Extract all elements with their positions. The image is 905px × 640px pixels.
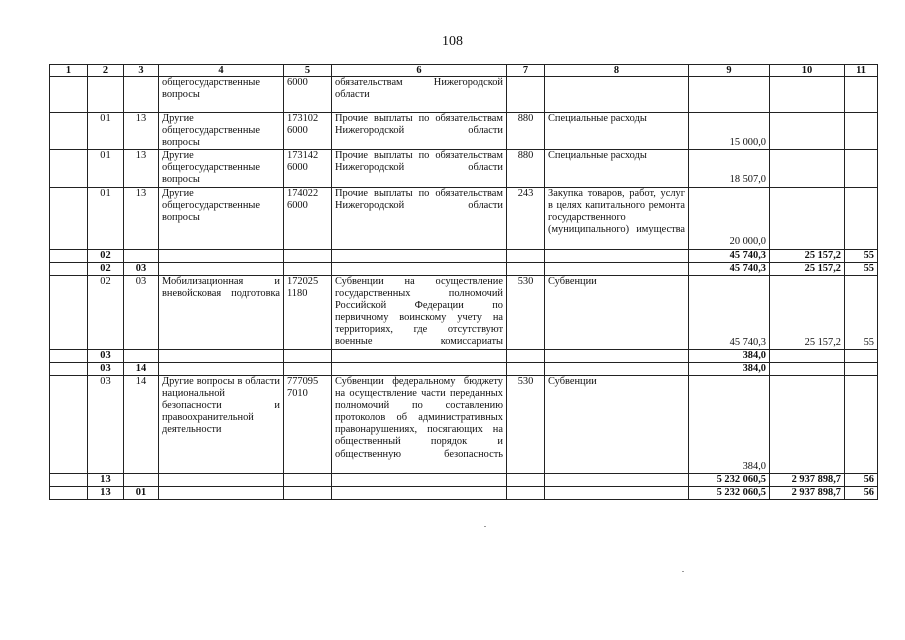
cell-percent: [845, 349, 878, 362]
table-row: [50, 113, 878, 150]
cell-percent: [845, 375, 878, 473]
cell-target-name: [332, 349, 507, 362]
cell-amount: 384,0: [689, 375, 770, 473]
cell-section-name: общегосударственные вопросы: [159, 77, 284, 113]
cell-expense-name: [545, 487, 689, 500]
cell-section-name: Другие вопросы в области национальной безопасности и правоохранительной деятельности: [159, 375, 284, 473]
cell-subsection: [124, 77, 159, 113]
scan-speck: [682, 571, 684, 572]
cell-subsection: 13: [124, 150, 159, 187]
cell-amount: 18 507,0: [689, 150, 770, 187]
table-row: [50, 375, 878, 473]
cell-percent: [845, 187, 878, 249]
cell-executed: 25 157,2: [770, 275, 845, 349]
cell-1: [50, 349, 88, 362]
cell-executed: [770, 375, 845, 473]
cell-section: 02: [88, 249, 124, 262]
cell-section-name: [159, 262, 284, 275]
cell-expense-type: 880: [507, 150, 545, 187]
cell-section-name: [159, 249, 284, 262]
cell-expense-name: [545, 262, 689, 275]
cell-1: [50, 262, 88, 275]
cell-amount: 5 232 060,5: [689, 473, 770, 486]
subtotal-row: [50, 487, 878, 500]
cell-target-name: [332, 473, 507, 486]
cell-percent: 55: [845, 249, 878, 262]
cell-executed: 2 937 898,7: [770, 473, 845, 486]
cell-section: 13: [88, 473, 124, 486]
cell-target-code: [284, 362, 332, 375]
cell-executed: 25 157,2: [770, 262, 845, 275]
cell-section: 03: [88, 362, 124, 375]
header-row: [50, 65, 878, 77]
cell-1: [50, 113, 88, 150]
cell-subsection: 14: [124, 362, 159, 375]
cell-1: [50, 473, 88, 486]
cell-section-name: Другие общегосударственные вопросы: [159, 113, 284, 150]
cell-target-name: [332, 487, 507, 500]
cell-executed: [770, 187, 845, 249]
cell-expense-type: [507, 473, 545, 486]
cell-percent: 56: [845, 473, 878, 486]
cell-expense-name: [545, 473, 689, 486]
cell-expense-type: [507, 262, 545, 275]
cell-section-name: [159, 487, 284, 500]
cell-target-code: 174022 6000: [284, 187, 332, 249]
cell-subsection: 13: [124, 113, 159, 150]
cell-executed: 2 937 898,7: [770, 487, 845, 500]
cell-section: 01: [88, 187, 124, 249]
cell-1: [50, 187, 88, 249]
cell-target-name: Прочие выплаты по обязательствам Нижегородской области: [332, 150, 507, 187]
budget-table: [49, 64, 878, 500]
subtotal-row: [50, 473, 878, 486]
cell-amount: 45 740,3: [689, 249, 770, 262]
cell-target-code: 173102 6000: [284, 113, 332, 150]
header-cell: 8: [545, 65, 689, 77]
cell-section: 02: [88, 275, 124, 349]
cell-target-code: [284, 262, 332, 275]
cell-percent: 55: [845, 275, 878, 349]
cell-executed: [770, 349, 845, 362]
cell-1: [50, 249, 88, 262]
cell-executed: [770, 150, 845, 187]
cell-subsection: 03: [124, 262, 159, 275]
cell-section: 02: [88, 262, 124, 275]
cell-target-name: Прочие выплаты по обязательствам Нижегородской области: [332, 113, 507, 150]
cell-section-name: Другие общегосударственные вопросы: [159, 150, 284, 187]
header-cell: 10: [770, 65, 845, 77]
cell-target-name: Прочие выплаты по обязательствам Нижегородской области: [332, 187, 507, 249]
header-cell: 6: [332, 65, 507, 77]
cell-section-name: Мобилизационная и вневойсковая подготовка: [159, 275, 284, 349]
subtotal-row: [50, 249, 878, 262]
cell-subsection: [124, 349, 159, 362]
cell-expense-name: [545, 249, 689, 262]
header-cell: 11: [845, 65, 878, 77]
cell-target-code: 6000: [284, 77, 332, 113]
cell-amount: 5 232 060,5: [689, 487, 770, 500]
page-number: 108: [442, 34, 463, 49]
cell-target-code: 172025 1180: [284, 275, 332, 349]
cell-section: 01: [88, 113, 124, 150]
subtotal-row: [50, 262, 878, 275]
cell-expense-name: [545, 77, 689, 113]
cell-target-code: [284, 249, 332, 262]
cell-expense-type: [507, 77, 545, 113]
cell-expense-name: Специальные расходы: [545, 150, 689, 187]
subtotal-row: [50, 349, 878, 362]
cell-expense-name: Закупка товаров, работ, услуг в целях капитального ремонта государственного (муниципального) имущества: [545, 187, 689, 249]
cell-amount: 45 740,3: [689, 275, 770, 349]
cell-executed: [770, 77, 845, 113]
cell-1: [50, 275, 88, 349]
cell-target-code: [284, 473, 332, 486]
header-cell: 5: [284, 65, 332, 77]
cell-percent: [845, 362, 878, 375]
cell-expense-type: 243: [507, 187, 545, 249]
cell-1: [50, 77, 88, 113]
cell-executed: [770, 113, 845, 150]
cell-expense-type: 530: [507, 275, 545, 349]
cell-section: 03: [88, 349, 124, 362]
cell-amount: 384,0: [689, 362, 770, 375]
header-cell: 1: [50, 65, 88, 77]
cell-amount: 20 000,0: [689, 187, 770, 249]
table-row: [50, 275, 878, 349]
cell-expense-type: 530: [507, 375, 545, 473]
cell-expense-name: Субвенции: [545, 375, 689, 473]
cell-executed: 25 157,2: [770, 249, 845, 262]
cell-target-name: [332, 262, 507, 275]
header-cell: 4: [159, 65, 284, 77]
cell-expense-name: [545, 362, 689, 375]
cell-expense-name: Специальные расходы: [545, 113, 689, 150]
subtotal-row: [50, 362, 878, 375]
cell-subsection: 13: [124, 187, 159, 249]
header-cell: 9: [689, 65, 770, 77]
cell-1: [50, 362, 88, 375]
cell-section: 03: [88, 375, 124, 473]
table-row: [50, 77, 878, 113]
cell-percent: [845, 113, 878, 150]
cell-target-code: [284, 487, 332, 500]
header-cell: 3: [124, 65, 159, 77]
cell-expense-type: [507, 349, 545, 362]
cell-subsection: 14: [124, 375, 159, 473]
cell-section: 01: [88, 150, 124, 187]
cell-expense-name: Субвенции: [545, 275, 689, 349]
table-row: [50, 187, 878, 249]
cell-target-name: [332, 249, 507, 262]
cell-expense-type: [507, 487, 545, 500]
cell-percent: [845, 77, 878, 113]
cell-expense-name: [545, 349, 689, 362]
cell-target-name: обязательствам Нижегородской области: [332, 77, 507, 113]
cell-expense-type: 880: [507, 113, 545, 150]
cell-expense-type: [507, 362, 545, 375]
cell-section: [88, 77, 124, 113]
cell-target-name: Субвенции на осуществление государственных полномочий Российской Федерации по первичному воинскому учету на территориях, где отсутствуют военные комиссариаты: [332, 275, 507, 349]
cell-subsection: [124, 473, 159, 486]
cell-section-name: [159, 349, 284, 362]
cell-percent: 56: [845, 487, 878, 500]
cell-amount: 15 000,0: [689, 113, 770, 150]
cell-subsection: [124, 249, 159, 262]
cell-percent: [845, 150, 878, 187]
cell-amount: 384,0: [689, 349, 770, 362]
scan-speck: [484, 526, 486, 527]
cell-subsection: 03: [124, 275, 159, 349]
cell-target-code: [284, 349, 332, 362]
cell-1: [50, 487, 88, 500]
table-row: [50, 150, 878, 187]
cell-amount: [689, 77, 770, 113]
cell-target-name: Субвенции федеральному бюджету на осуществление части переданных полномочий по составлению протоколов об административных правонарушениях, посягающих на общественный порядок и общественную безопасность: [332, 375, 507, 473]
cell-subsection: 01: [124, 487, 159, 500]
cell-expense-type: [507, 249, 545, 262]
cell-section-name: [159, 473, 284, 486]
cell-target-name: [332, 362, 507, 375]
cell-1: [50, 150, 88, 187]
cell-1: [50, 375, 88, 473]
header-cell: 2: [88, 65, 124, 77]
cell-section: 13: [88, 487, 124, 500]
cell-section-name: [159, 362, 284, 375]
cell-percent: 55: [845, 262, 878, 275]
cell-section-name: Другие общегосударственные вопросы: [159, 187, 284, 249]
header-cell: 7: [507, 65, 545, 77]
cell-target-code: 777095 7010: [284, 375, 332, 473]
cell-amount: 45 740,3: [689, 262, 770, 275]
cell-executed: [770, 362, 845, 375]
cell-target-code: 173142 6000: [284, 150, 332, 187]
